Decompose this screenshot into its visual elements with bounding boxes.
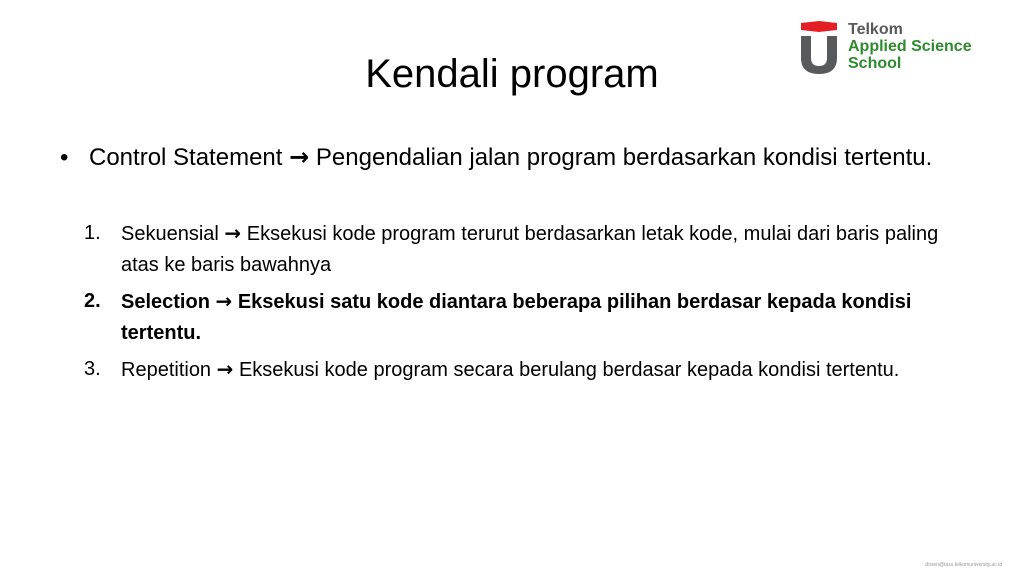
footer-email: dosen@tass.telkomuniversity.ac.id bbox=[925, 562, 1002, 568]
list-item-sekuensial bbox=[84, 218, 964, 281]
main-bullet-text bbox=[89, 142, 960, 173]
list-item-term: Sekuensial bbox=[121, 223, 219, 245]
main-bullet bbox=[60, 142, 960, 173]
list-item-term: Selection bbox=[121, 291, 210, 313]
list-item-description: Eksekusi kode program terurut berdasarkan letak kode, mulai dari baris paling atas ke baris bawahnya bbox=[121, 223, 939, 276]
list-number: 1. bbox=[84, 222, 101, 244]
slide-title: Kendali program bbox=[365, 52, 659, 96]
arrow-icon: → bbox=[215, 289, 233, 313]
list-item-repetition bbox=[84, 354, 964, 386]
logo-text bbox=[848, 21, 972, 72]
telkom-logo bbox=[799, 20, 999, 80]
telkom-logo-icon bbox=[799, 20, 839, 76]
logo-brand: Telkom bbox=[848, 21, 903, 38]
main-bullet-term: Control Statement bbox=[89, 144, 283, 171]
main-bullet-description: Pengendalian jalan program berdasarkan kondisi tertentu. bbox=[315, 144, 933, 171]
arrow-icon: → bbox=[224, 221, 242, 245]
list-number: 2. bbox=[84, 290, 101, 312]
arrow-icon: → bbox=[289, 143, 310, 171]
list-item-selection bbox=[84, 286, 964, 349]
list-item-description: Eksekusi satu kode diantara beberapa pilihan berdasar kepada kondisi tertentu. bbox=[121, 291, 912, 344]
logo-school-line1: Applied Science bbox=[848, 38, 972, 55]
bullet-marker: • bbox=[60, 144, 69, 171]
list-number: 3. bbox=[84, 358, 101, 380]
logo-school-line2: School bbox=[848, 55, 902, 72]
list-item-term: Repetition bbox=[121, 359, 212, 381]
arrow-icon: → bbox=[216, 357, 234, 381]
list-item-description: Eksekusi kode program secara berulang berdasar kepada kondisi tertentu. bbox=[238, 359, 900, 381]
numbered-list bbox=[84, 218, 964, 391]
